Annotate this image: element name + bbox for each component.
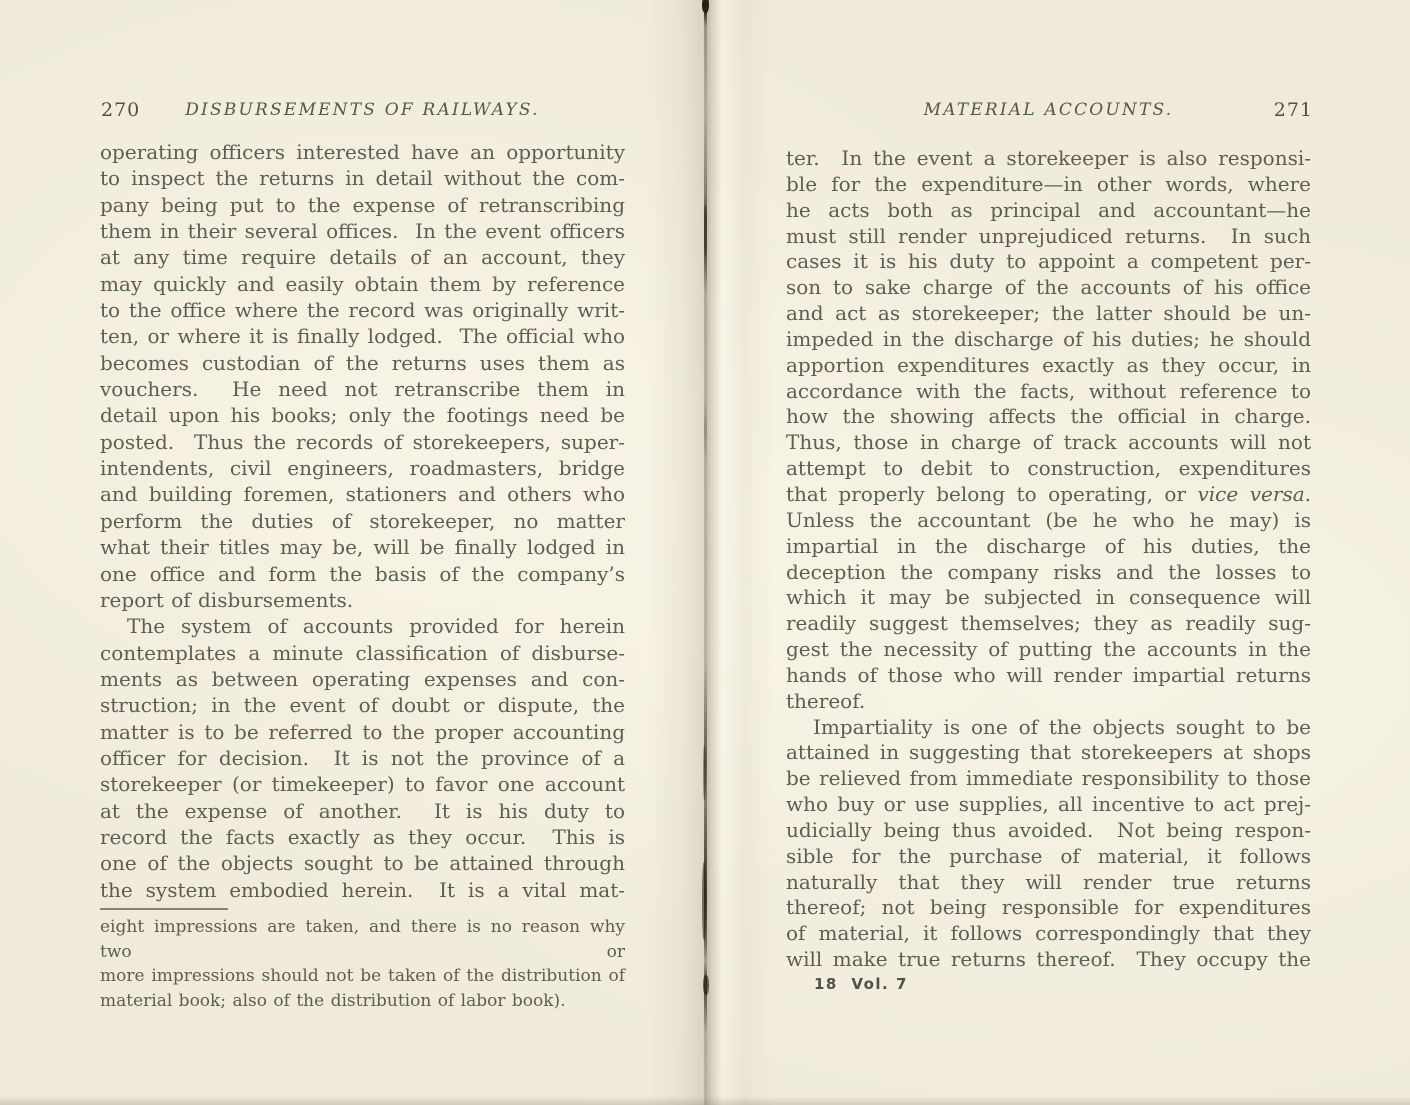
body-line: which it may be subjected in consequence will xyxy=(786,585,1311,610)
body-line: becomes custodian of the returns uses them as xyxy=(100,350,625,375)
binding-stitch xyxy=(702,862,706,940)
body-line: who buy or use supplies, all incentive to act prej- xyxy=(786,792,1311,817)
body-line: contemplates a minute classification of disburse- xyxy=(100,640,625,665)
body-line: struction; in the event of doubt or dispute, the xyxy=(100,693,625,718)
body-line: detail upon his books; only the footings need be xyxy=(100,403,625,428)
body-line: one of the objects sought to be attained through xyxy=(100,851,625,876)
body-line: ter. In the event a storekeeper is also responsi- xyxy=(786,146,1311,170)
binding-mark xyxy=(703,975,709,995)
body-line: report of disbursements. xyxy=(100,587,354,612)
body-line: impeded in the discharge of his duties; he should xyxy=(786,326,1311,351)
left-page-footnote xyxy=(100,915,625,1013)
body-line: that properly belong to operating, or vice versa. xyxy=(786,481,1311,506)
body-line: the system embodied herein. It is a vital mat- xyxy=(100,877,625,902)
body-line: operating officers interested have an opportunity xyxy=(100,140,625,164)
body-line: and building foremen, stationers and others who xyxy=(100,482,625,507)
body-line: ments as between operating expenses and con- xyxy=(100,666,625,691)
body-line: ble for the expenditure—in other words, where xyxy=(786,171,1311,196)
body-line: attained in suggesting that storekeepers at shops xyxy=(786,740,1311,765)
body-line: matter is to be referred to the proper accounting xyxy=(100,719,625,744)
body-line: Thus, those in charge of track accounts will not xyxy=(786,430,1311,455)
binding-mark xyxy=(703,745,706,800)
body-line: accordance with the facts, without reference to xyxy=(786,378,1311,403)
body-line: of material, it follows correspondingly that they xyxy=(786,921,1311,946)
binding-mark xyxy=(702,0,709,13)
left-page-body xyxy=(100,139,625,903)
body-line: cases it is his duty to appoint a competent per- xyxy=(786,249,1311,274)
body-line: udicially being thus avoided. Not being respon- xyxy=(786,817,1311,842)
body-line: thereof; not being responsible for expenditures xyxy=(786,895,1311,920)
body-line: what their titles may be, will be finally lodged in xyxy=(100,535,625,560)
body-line: one office and form the basis of the company’s xyxy=(100,561,625,586)
left-page-number: 270 xyxy=(101,99,141,121)
body-line: thereof. xyxy=(786,688,866,713)
right-running-head: MATERIAL ACCOUNTS. xyxy=(923,100,1174,120)
body-line: readily suggest themselves; they as readily sug- xyxy=(786,611,1311,636)
body-line: naturally that they will render true returns xyxy=(786,869,1311,894)
body-line: posted. Thus the records of storekeepers, super- xyxy=(100,429,625,454)
binding-stitch xyxy=(704,205,707,257)
body-line: at any time require details of an account, they xyxy=(100,245,625,270)
body-line: may quickly and easily obtain them by reference xyxy=(100,271,625,296)
body-line: be relieved from immediate responsibility to those xyxy=(786,766,1311,791)
gutter-shadow xyxy=(648,0,772,1105)
body-line: sible for the purchase of material, it follows xyxy=(786,843,1311,868)
footnote-line: more impressions should not be taken of the distribution of xyxy=(100,966,625,987)
body-line: attempt to debit to construction, expenditures xyxy=(786,456,1311,481)
body-line: deception the company risks and the losses to xyxy=(786,559,1311,584)
body-line: perform the duties of storekeeper, no matter xyxy=(100,508,625,533)
body-line: hands of those who will render impartial returns xyxy=(786,662,1311,687)
body-line: vouchers. He need not retranscribe them in xyxy=(100,377,625,402)
body-line: The system of accounts provided for herein xyxy=(127,614,625,639)
right-page-number: 271 xyxy=(1273,99,1313,121)
body-line: record the facts exactly as they occur. This is xyxy=(100,824,625,849)
body-line: must still render unprejudiced returns. In such xyxy=(786,223,1311,248)
body-line: them in their several offices. In the event officers xyxy=(100,219,625,244)
footnote-line: material book; also of the distribution of labor book). xyxy=(100,990,566,1011)
body-line: he acts both as principal and accountant—he xyxy=(786,197,1311,222)
left-running-head: DISBURSEMENTS OF RAILWAYS. xyxy=(185,100,540,120)
body-line: intendents, civil engineers, roadmasters, bridge xyxy=(100,456,625,481)
body-line: gest the necessity of putting the accounts in the xyxy=(786,637,1311,662)
body-line: impartial in the discharge of his duties, the xyxy=(786,533,1311,558)
body-line: to the office where the record was originally writ- xyxy=(100,298,625,323)
signature-mark: 18 Vol. 7 xyxy=(814,975,908,993)
body-line: how the showing affects the official in charge. xyxy=(786,404,1311,429)
body-line: ten, or where it is finally lodged. The official who xyxy=(100,324,625,349)
body-line: at the expense of another. It is his duty to xyxy=(100,798,625,823)
body-line: officer for decision. It is not the province of a xyxy=(100,745,625,770)
footnote-rule xyxy=(100,908,228,910)
body-line: apportion expenditures exactly as they occur, in xyxy=(786,352,1311,377)
body-line: pany being put to the expense of retranscribing xyxy=(100,192,625,217)
footnote-line: eight impressions are taken, and there is no reason why two or xyxy=(100,917,625,962)
body-line: son to sake charge of the accounts of his office xyxy=(786,275,1311,300)
body-line: will make true returns thereof. They occupy the xyxy=(786,947,1311,972)
body-line: to inspect the returns in detail without the com- xyxy=(100,166,625,191)
body-line: storekeeper (or timekeeper) to favor one account xyxy=(100,772,625,797)
right-page-body xyxy=(786,146,1311,973)
body-line: Impartiality is one of the objects sought to be xyxy=(813,714,1311,739)
body-line: and act as storekeeper; the latter should be un- xyxy=(786,301,1311,326)
page-bottom-edge xyxy=(0,1096,1410,1105)
body-line: Unless the accountant (be he who he may) is xyxy=(786,507,1311,532)
